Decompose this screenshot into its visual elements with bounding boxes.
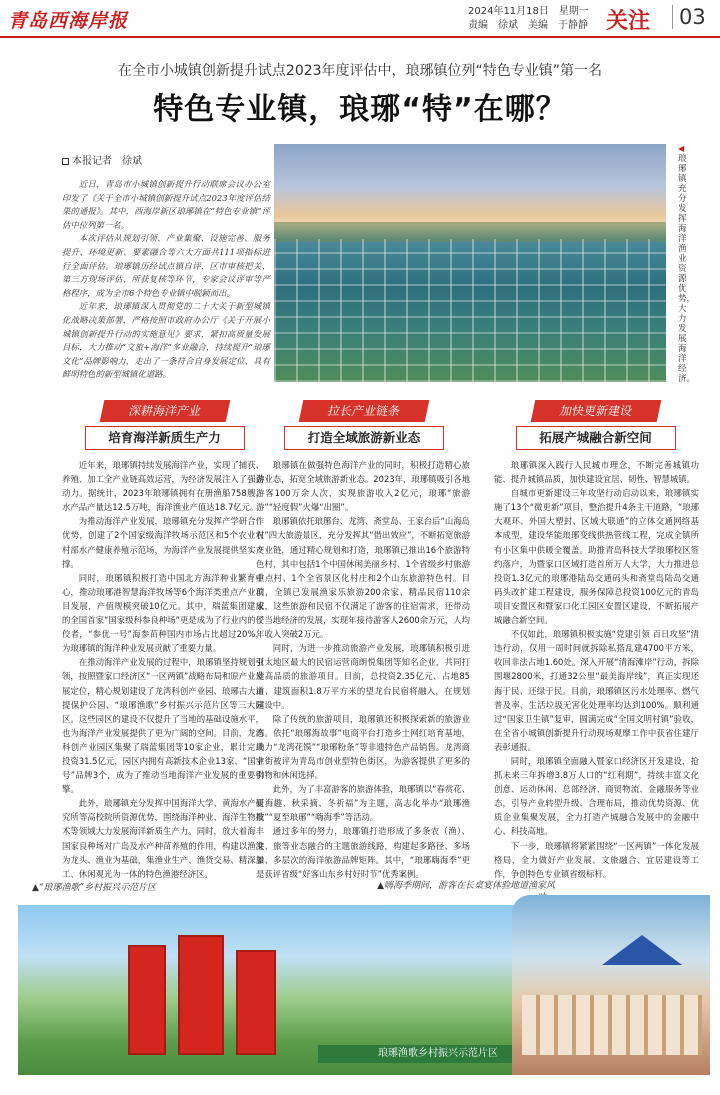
body-paragraph: 不仅如此，琅琊镇积极实施“党建引领 百日攻坚”清违行动，仅用一周时间就拆除私搭乱建4700平方米，收回非法占地1.60处。深入开展“清海滩岸”行动，拆除围堰2800米，打通32公里“最美海岸线”，真正实现还海于民、还绿于民。目前，琅琊镇区污水处理率、燃气普及率、生活垃圾无害化处理率均达到100%。顺利通过“国家卫生镇”复审，圆满完成“全国文明村镇”验收，在全省小城镇创新提升行动现场观摩工作中获省住建厅表彰通报。 — [494, 629, 699, 752]
square-icon — [62, 158, 69, 165]
byline — [62, 152, 142, 167]
lede-paragraph: 本次评估从规划引领、产业集聚、设施完善、服务提升、环境更新、要素融合等六大方面共111项指标进行全面评估。琅琊镇历经试点镇自评、区市审核把关、第三方现场评估、所获复核等环节，专家会议评审等严格程序，成为全市6个特色专业镇中脱颖而出。 — [62, 233, 270, 298]
body-paragraph: 下一步，琅琊镇将紧紧围绕“一区两镇”一体化发展格局，全力做好产业发展、文旅融合、宜居建设等工作，争创特色专业镇省级标杆。 — [494, 840, 699, 879]
red-sail-sculpture — [178, 935, 224, 1055]
hero-caption — [678, 144, 696, 384]
issue-meta — [468, 5, 599, 33]
photo-rural-demo-zone — [18, 905, 538, 1075]
photo-caption-left: ▲“琅琊渔歌”乡村振兴示范片区 — [32, 883, 157, 893]
body-paragraph: 此外，为了丰富游客的旅游体验，琅琊镇以“春赏花、夏海趣、秋采摘、冬祈福”为主题，高志化举办“琅琊渔歌”“夏至琅琊”“嗨海季”等活动。 — [256, 784, 470, 823]
section-label: 深耕海洋产业 — [99, 400, 230, 422]
newspaper-logo: 青岛西海岸报 — [8, 10, 129, 32]
section-sublabel: 打造全域旅游新业态 — [284, 426, 444, 450]
body-paragraph: 同时，琅琊镇全面融入暨家口经济区开发建设，抢抓未来三年拆增3.8万人口的“红利期”，持续丰富文化创意、运动休闲、总部经济、商贸物流、金融服务等业态，引导产业转型升级、合理布局，推动优势资源、优质企业集聚发展，全力打造产城融合发展中的金融中心、科技高地。 — [494, 755, 699, 837]
column-body-1 — [62, 458, 264, 879]
photo-banner: 琅琊渔歌乡村振兴示范片区 — [318, 1045, 558, 1063]
section-header-2 — [258, 400, 470, 450]
feast-table — [522, 995, 702, 1055]
body-paragraph: 此外，琅琊镇充分发挥中国海洋大学、黄海水产研究所等高校院所资源优势，围绕海洋种业、海洋生物技术等领域大力发展海洋新质生产力。同时，放大着海丰国家良种场对广岛及水产种苗养殖的作用，构建以渔港为龙头、渔业为基础，集渔业生产、渔货交易、精深加工、休闲观光为一体的特色渔港经济区。 — [62, 798, 264, 879]
body-paragraph: 自城市更新建设三年攻坚行动启动以来，琅琊镇实施了13个“微更新”项目，整治提升4条主干道路，“琅琊大观环、外国大塑封、区域大联通”的立体交通网络基本成型，建设华能琅琊变线供热管线工程，完成全镇所有小区集中供暖全覆盖。助推青岛科技大学琅琊校区签约落户，为暨家口区域打造首所万人大学，大力推进总投资1.3亿元的琅琊港陆岛交通码头和斋堂岛陆岛交通码头改扩建工程建设，服务保障总投资100亿元的青岛项目安置区和暨家口化工园区安置区建设，不断拓展产城融合新空间。 — [494, 488, 699, 626]
section-sublabel: 拓展产城融合新空间 — [516, 426, 676, 450]
hero-caption-text: 琅琊镇充分发挥海洋渔业资源优势，大力发展海洋经济。 — [678, 154, 696, 384]
issue-weekday: 星期一 — [558, 6, 589, 17]
tent-shape — [602, 935, 682, 965]
section-header-3 — [493, 400, 698, 450]
masthead — [0, 0, 720, 38]
section-sublabel: 培育海洋新质生产力 — [85, 426, 245, 450]
page-number: 03 — [672, 5, 706, 29]
body-paragraph: 为推动海洋产业发展，琅琊镇充分发挥产学研合作优势，创建了2个国家级海洋牧场示范区和5个农业农村部水产健康养殖示范场，为海洋产业发展提供坚实支撑。 — [62, 516, 264, 569]
body-paragraph: 同时，琅琊镇积极打造中国北方海洋种业繁育中心，推动琅琊港智慧海洋牧场等6个海洋类重点产业项目发展，产值规模突破10亿元。其中，瑞蓝集团建成的全国首家“国家级科参良种场”更是成为了行业内的佼佼者，“参优一号”海参苗种国内市场占比超过20%，为琅琊镇的海洋种业发展贡献了重要力量。 — [62, 572, 264, 654]
section-name: 关注 — [606, 9, 651, 34]
byline-text: 本报记者 徐斌 — [72, 156, 142, 167]
lede-paragraph: 近日，青岛市小城镇创新提升行动联席会议办公室印发了《关于全市小城镇创新提升试点2023年度评估结果的通报》。其中，西海岸新区琅琊镇在“特色专业镇”评估中位列第一名。 — [62, 179, 270, 230]
section-label: 加快更新建设 — [530, 400, 661, 422]
column-body-2 — [256, 458, 471, 879]
photo-long-table-feast — [512, 895, 710, 1075]
body-paragraph: 通过多年的努力，琅琊镇打造形成了多条农（渔）、文、旅等业态融合的主题旅游线路，构建起多路径、多场景、多层次的海洋旅游品牌矩阵。其中，“琅琊嗨海季”更是获评省级“好客山东乡村好时节”优秀案例。 — [256, 826, 470, 879]
body-paragraph: 在推动海洋产业发展的过程中，琅琊镇坚持规划引领，按照暨家口经济区“一区两镇”战略布局和原产业发展定位，精心规划建设了龙湾科创产业园、琅琊古大道提保护公园、“琅琊渔歌”乡村振兴示范片区等三大园区。这些园区的建设不仅提升了当地的基础设施水平，也为海洋产业发展提供了更为广阔的空间。目前，龙湾科创产业园区集聚了瑞蓝集团等10家企业，累计完成投资31.5亿元，园区内拥有高新技术企业13家、“国字号”品牌3个，成为了推动当地海洋产业发展的重要引擎。 — [62, 657, 264, 795]
editor-line: 责编 徐斌 美编 于静静 — [468, 20, 588, 31]
body-paragraph: 琅琊镇依托琅琊台、龙湾、斋堂岛、王家台后“山海岛村”四大旅游景区，充分发挥其“借出效应”，不断拓宽旅游产业链，通过精心规划和打造，琅琊镇已推出16个旅游特色村，其中包括1个中国休闲美丽乡村、1个省级乡村旅游重点村、1个全省景区化村庄和2个山东旅游特色村。目前，全镇已发展渔家乐旅游200余家、精品民宿110余家，这些旅游和民宿不仅满足了游客的住宿需求，还带动了当地经济的发展，实现年接待游客人2600余万元，人均年收入突破2万元。 — [256, 516, 471, 640]
issue-date: 2024年11月18日 — [468, 6, 549, 17]
body-paragraph: 除了传统的旅游项目，琅琊镇还积极探索新的旅游业态。依托“琅琊海故事”电商平台打造乡土网红培育基地，助力“龙湾花馍”“琅琊粉条”等非遗特色产品销售。龙湾商业街被评为青岛市创业型特色街区，为游客提供了更多的购物和休闲选择。 — [256, 713, 470, 781]
red-sail-sculpture — [236, 950, 276, 1055]
body-paragraph: 同时，为进一步推动旅游产业发展，琅琊镇积极引进亚太地区最大的民宿运营商朗悦集团等知名企业，共同打造高品质的旅游项目。目前，总投资2.35亿元、占地85亩、建筑面积1.8万平方米的望龙台民宿将融入，在规划建设中。 — [256, 643, 470, 710]
triangle-icon: ◀ — [678, 144, 685, 153]
hero-photo-ponds — [274, 239, 666, 382]
body-paragraph: 琅琊镇深入践行人民城市理念，不断完善城镇功能、提升城镇品质，加快建设宜居、韧性、智慧城镇。 — [494, 460, 699, 485]
article-kicker: 在全市小城镇创新提升试点2023年度评估中，琅琊镇位列“特色专业镇”第一名 — [117, 63, 603, 79]
section-label: 拉长产业链条 — [299, 400, 430, 422]
hero-photo-aquaculture — [274, 144, 666, 382]
red-sail-sculpture — [128, 945, 166, 1055]
body-paragraph: 琅琊镇在做强特色海洋产业的同时，积极打造精心旅游业态，拓宽全域旅游新业态。2023年，琅琊镇吸引各地游客100万余人次，实现旅游收入2亿元，琅琊“旅游游”“轻度假”火爆“出圈”。 — [256, 460, 470, 513]
section-header-1 — [62, 400, 267, 450]
photo-caption-right: ▲嗨海季期间，游客在长桌宴体验地道渔家风 — [377, 881, 555, 891]
column-body-3 — [494, 458, 699, 879]
body-paragraph: 近年来，琅琊镇持续发展海洋产业，实现了捕获、养殖、加工全产业链高效运营，为经济发展注入了强劲动力。据统计，2023年琅琊镇拥有在册渔船758艘，水产品产量达12.5万吨，海洋渔业产值达18.7亿元。 — [62, 460, 264, 513]
lede — [62, 178, 270, 380]
article-headline: 特色专业镇，琅琊“特”在哪？ — [153, 92, 567, 127]
lede-paragraph: 近年来，琅琊镇深入贯彻党的二十大关于新型城镇化战略决策部署，严格按照市政府办公厅《关于开展小城镇创新提升行动的实施意见》要求，紧扣高质量发展目标，大力推动“文旅+海洋”多业融合，持续提升“琅琊文化”品牌影响力，走出了一条符合自身发展定位、具有鲜明特色的新型城镇化道路。 — [62, 301, 270, 380]
